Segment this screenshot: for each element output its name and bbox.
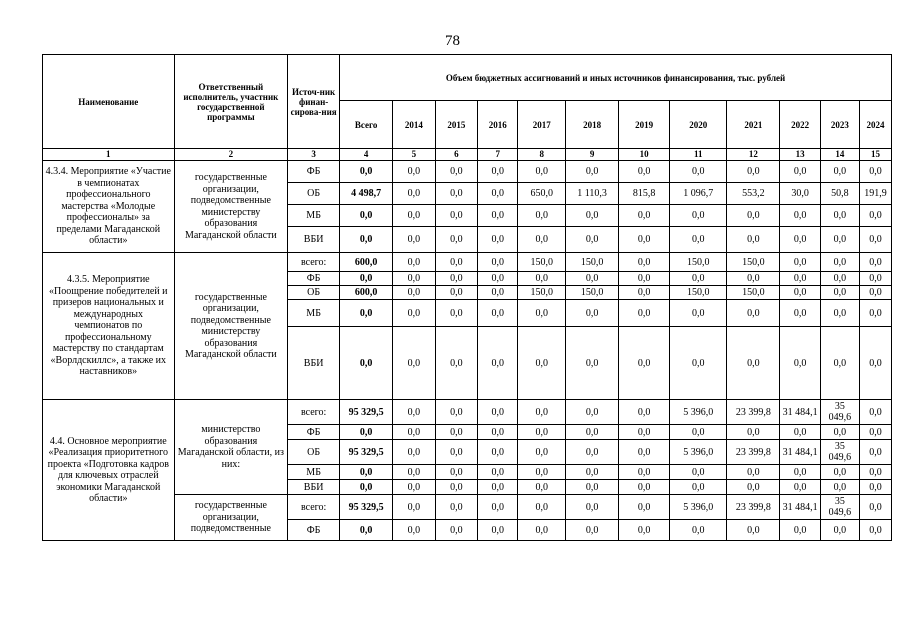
total-cell: 95 329,5 <box>340 440 393 465</box>
value-cell: 0,0 <box>619 327 670 400</box>
value-cell: 0,0 <box>619 440 670 465</box>
value-cell: 0,0 <box>435 520 477 541</box>
table-row <box>43 253 892 272</box>
value-cell: 0,0 <box>566 440 619 465</box>
value-cell: 0,0 <box>859 272 891 286</box>
value-cell: 0,0 <box>435 253 477 272</box>
value-cell: 0,0 <box>619 272 670 286</box>
value-cell: 0,0 <box>518 440 566 465</box>
value-cell: 35 049,6 <box>820 440 859 465</box>
value-cell: 0,0 <box>727 480 780 495</box>
source-cell: МБ <box>288 465 340 480</box>
source-cell: ФБ <box>288 161 340 183</box>
value-cell: 0,0 <box>859 327 891 400</box>
value-cell: 0,0 <box>780 227 820 253</box>
value-cell: 0,0 <box>478 440 518 465</box>
index-cell: 15 <box>859 149 891 161</box>
source-cell: ФБ <box>288 520 340 541</box>
value-cell: 0,0 <box>619 286 670 300</box>
index-row <box>43 149 892 161</box>
value-cell: 0,0 <box>435 183 477 205</box>
value-cell: 0,0 <box>670 300 727 327</box>
value-cell: 0,0 <box>393 400 435 425</box>
value-cell: 0,0 <box>566 400 619 425</box>
value-cell: 31 484,1 <box>780 400 820 425</box>
value-cell: 0,0 <box>478 183 518 205</box>
value-cell: 0,0 <box>393 205 435 227</box>
value-cell: 35 049,6 <box>820 400 859 425</box>
value-cell: 0,0 <box>780 300 820 327</box>
value-cell: 0,0 <box>727 520 780 541</box>
value-cell: 0,0 <box>478 161 518 183</box>
header-year: 2015 <box>435 101 477 149</box>
budget-table <box>42 54 892 541</box>
value-cell: 0,0 <box>859 400 891 425</box>
value-cell: 150,0 <box>727 286 780 300</box>
value-cell: 0,0 <box>566 327 619 400</box>
index-cell: 10 <box>619 149 670 161</box>
header-year: 2017 <box>518 101 566 149</box>
value-cell: 0,0 <box>619 300 670 327</box>
value-cell: 0,0 <box>780 286 820 300</box>
header-year: 2014 <box>393 101 435 149</box>
value-cell: 0,0 <box>619 227 670 253</box>
source-cell: всего: <box>288 253 340 272</box>
value-cell: 0,0 <box>478 300 518 327</box>
header-year: 2018 <box>566 101 619 149</box>
value-cell: 650,0 <box>518 183 566 205</box>
value-cell: 0,0 <box>478 425 518 440</box>
value-cell: 0,0 <box>727 300 780 327</box>
header-year: 2019 <box>619 101 670 149</box>
value-cell: 0,0 <box>435 425 477 440</box>
value-cell: 0,0 <box>518 495 566 520</box>
value-cell: 0,0 <box>393 425 435 440</box>
header-name: Наименование <box>43 55 175 149</box>
value-cell: 0,0 <box>727 327 780 400</box>
value-cell: 0,0 <box>435 327 477 400</box>
value-cell: 1 096,7 <box>670 183 727 205</box>
value-cell: 0,0 <box>393 440 435 465</box>
value-cell: 0,0 <box>820 227 859 253</box>
value-cell: 0,0 <box>478 465 518 480</box>
value-cell: 0,0 <box>820 425 859 440</box>
source-cell: ОБ <box>288 183 340 205</box>
value-cell: 0,0 <box>780 205 820 227</box>
value-cell: 0,0 <box>566 495 619 520</box>
value-cell: 0,0 <box>670 272 727 286</box>
value-cell: 0,0 <box>435 480 477 495</box>
value-cell: 0,0 <box>478 205 518 227</box>
header-year: 2024 <box>859 101 891 149</box>
table-body <box>43 161 892 541</box>
value-cell: 0,0 <box>566 425 619 440</box>
value-cell: 0,0 <box>859 495 891 520</box>
value-cell: 0,0 <box>780 272 820 286</box>
source-cell: ВБИ <box>288 327 340 400</box>
value-cell: 0,0 <box>619 161 670 183</box>
header-year: 2021 <box>727 101 780 149</box>
value-cell: 150,0 <box>518 253 566 272</box>
index-cell: 6 <box>435 149 477 161</box>
value-cell: 0,0 <box>859 440 891 465</box>
value-cell: 0,0 <box>393 183 435 205</box>
value-cell: 0,0 <box>727 465 780 480</box>
value-cell: 0,0 <box>478 253 518 272</box>
total-cell: 95 329,5 <box>340 400 393 425</box>
source-cell: ФБ <box>288 425 340 440</box>
index-cell: 12 <box>727 149 780 161</box>
value-cell: 0,0 <box>393 286 435 300</box>
value-cell: 150,0 <box>670 253 727 272</box>
value-cell: 0,0 <box>859 205 891 227</box>
value-cell: 0,0 <box>727 425 780 440</box>
table-row <box>43 161 892 183</box>
value-cell: 0,0 <box>518 300 566 327</box>
value-cell: 23 399,8 <box>727 495 780 520</box>
value-cell: 191,9 <box>859 183 891 205</box>
total-cell: 0,0 <box>340 227 393 253</box>
total-cell: 0,0 <box>340 327 393 400</box>
value-cell: 0,0 <box>859 161 891 183</box>
value-cell: 35 049,6 <box>820 495 859 520</box>
value-cell: 0,0 <box>619 495 670 520</box>
value-cell: 0,0 <box>393 161 435 183</box>
activity-name: 4.3.4. Мероприятие «Участие в чемпионатах профессионального мастерства «Молодые профессионалы» за пределами Магаданской области» <box>43 161 175 253</box>
value-cell: 0,0 <box>478 495 518 520</box>
value-cell: 0,0 <box>780 465 820 480</box>
value-cell: 5 396,0 <box>670 400 727 425</box>
value-cell: 0,0 <box>518 425 566 440</box>
value-cell: 0,0 <box>566 300 619 327</box>
value-cell: 0,0 <box>859 465 891 480</box>
value-cell: 0,0 <box>518 205 566 227</box>
value-cell: 0,0 <box>780 425 820 440</box>
source-cell: МБ <box>288 300 340 327</box>
value-cell: 0,0 <box>859 253 891 272</box>
value-cell: 23 399,8 <box>727 400 780 425</box>
value-cell: 0,0 <box>566 205 619 227</box>
total-cell: 600,0 <box>340 286 393 300</box>
value-cell: 0,0 <box>820 161 859 183</box>
total-cell: 0,0 <box>340 480 393 495</box>
value-cell: 0,0 <box>670 161 727 183</box>
value-cell: 0,0 <box>820 300 859 327</box>
value-cell: 0,0 <box>859 286 891 300</box>
value-cell: 0,0 <box>518 480 566 495</box>
header-year: 2020 <box>670 101 727 149</box>
value-cell: 0,0 <box>727 227 780 253</box>
value-cell: 31 484,1 <box>780 495 820 520</box>
value-cell: 0,0 <box>859 300 891 327</box>
value-cell: 0,0 <box>670 465 727 480</box>
value-cell: 0,0 <box>820 253 859 272</box>
value-cell: 0,0 <box>670 425 727 440</box>
value-cell: 5 396,0 <box>670 495 727 520</box>
value-cell: 150,0 <box>670 286 727 300</box>
value-cell: 0,0 <box>393 520 435 541</box>
value-cell: 0,0 <box>518 161 566 183</box>
value-cell: 1 110,3 <box>566 183 619 205</box>
total-cell: 0,0 <box>340 520 393 541</box>
header-source: Источ-ник финан-сирова-ния <box>288 55 340 149</box>
value-cell: 0,0 <box>619 480 670 495</box>
value-cell: 0,0 <box>435 161 477 183</box>
total-cell: 0,0 <box>340 465 393 480</box>
total-cell: 600,0 <box>340 253 393 272</box>
index-cell: 3 <box>288 149 340 161</box>
value-cell: 0,0 <box>727 161 780 183</box>
value-cell: 0,0 <box>518 227 566 253</box>
source-cell: всего: <box>288 400 340 425</box>
value-cell: 0,0 <box>435 227 477 253</box>
value-cell: 0,0 <box>478 272 518 286</box>
value-cell: 0,0 <box>393 327 435 400</box>
value-cell: 30,0 <box>780 183 820 205</box>
value-cell: 0,0 <box>670 327 727 400</box>
total-cell: 0,0 <box>340 272 393 286</box>
value-cell: 0,0 <box>859 227 891 253</box>
value-cell: 0,0 <box>566 227 619 253</box>
page-number: 78 <box>445 33 460 49</box>
value-cell: 0,0 <box>393 253 435 272</box>
total-cell: 4 498,7 <box>340 183 393 205</box>
total-cell: 0,0 <box>340 161 393 183</box>
value-cell: 150,0 <box>518 286 566 300</box>
index-cell: 5 <box>393 149 435 161</box>
value-cell: 0,0 <box>820 272 859 286</box>
value-cell: 0,0 <box>393 272 435 286</box>
header-year: 2023 <box>820 101 859 149</box>
value-cell: 0,0 <box>393 300 435 327</box>
source-cell: МБ <box>288 205 340 227</box>
value-cell: 0,0 <box>435 272 477 286</box>
value-cell: 0,0 <box>393 227 435 253</box>
value-cell: 0,0 <box>435 440 477 465</box>
value-cell: 0,0 <box>619 400 670 425</box>
value-cell: 0,0 <box>820 480 859 495</box>
value-cell: 0,0 <box>859 425 891 440</box>
index-cell: 1 <box>43 149 175 161</box>
total-cell: 95 329,5 <box>340 495 393 520</box>
source-cell: ОБ <box>288 286 340 300</box>
value-cell: 0,0 <box>393 495 435 520</box>
value-cell: 0,0 <box>518 465 566 480</box>
value-cell: 31 484,1 <box>780 440 820 465</box>
value-cell: 0,0 <box>820 327 859 400</box>
value-cell: 0,0 <box>780 327 820 400</box>
value-cell: 0,0 <box>820 286 859 300</box>
value-cell: 50,8 <box>820 183 859 205</box>
total-cell: 0,0 <box>340 205 393 227</box>
index-cell: 11 <box>670 149 727 161</box>
header-year: 2016 <box>478 101 518 149</box>
index-cell: 8 <box>518 149 566 161</box>
activity-name: 4.4. Основное мероприятие «Реализация приоритетного проекта «Подготовка кадров для ключевых отраслей экономики Магаданской области» <box>43 400 175 541</box>
value-cell: 0,0 <box>478 286 518 300</box>
value-cell: 23 399,8 <box>727 440 780 465</box>
responsible-executor: государственные организации, подведомственные <box>174 495 288 541</box>
value-cell: 0,0 <box>478 480 518 495</box>
value-cell: 0,0 <box>566 272 619 286</box>
value-cell: 0,0 <box>478 327 518 400</box>
value-cell: 0,0 <box>566 520 619 541</box>
value-cell: 150,0 <box>727 253 780 272</box>
header-responsible: Ответственный исполнитель, участник государственной программы <box>174 55 288 149</box>
value-cell: 0,0 <box>518 400 566 425</box>
index-cell: 14 <box>820 149 859 161</box>
value-cell: 150,0 <box>566 253 619 272</box>
responsible-executor: государственные организации, подведомственные министерству образования Магаданской области <box>174 253 288 400</box>
value-cell: 0,0 <box>670 520 727 541</box>
index-cell: 2 <box>174 149 288 161</box>
value-cell: 0,0 <box>435 300 477 327</box>
header-budget-title: Объем бюджетных ассигнований и иных источников финансирования, тыс. рублей <box>340 55 892 101</box>
value-cell: 0,0 <box>435 495 477 520</box>
total-cell: 0,0 <box>340 425 393 440</box>
header-total: Всего <box>340 101 393 149</box>
value-cell: 5 396,0 <box>670 440 727 465</box>
value-cell: 0,0 <box>820 205 859 227</box>
value-cell: 0,0 <box>435 286 477 300</box>
value-cell: 0,0 <box>859 520 891 541</box>
value-cell: 0,0 <box>859 480 891 495</box>
value-cell: 0,0 <box>820 520 859 541</box>
value-cell: 150,0 <box>566 286 619 300</box>
responsible-executor: министерство образования Магаданской области, из них: <box>174 400 288 495</box>
value-cell: 0,0 <box>393 465 435 480</box>
value-cell: 0,0 <box>435 205 477 227</box>
value-cell: 0,0 <box>566 465 619 480</box>
value-cell: 0,0 <box>820 465 859 480</box>
value-cell: 0,0 <box>619 520 670 541</box>
total-cell: 0,0 <box>340 300 393 327</box>
value-cell: 0,0 <box>619 205 670 227</box>
value-cell: 0,0 <box>780 161 820 183</box>
value-cell: 0,0 <box>619 465 670 480</box>
value-cell: 0,0 <box>566 161 619 183</box>
header-year: 2022 <box>780 101 820 149</box>
value-cell: 815,8 <box>619 183 670 205</box>
source-cell: ВБИ <box>288 480 340 495</box>
activity-name: 4.3.5. Мероприятие «Поощрение победителей и призеров национальных и международных чемпионатов по профессиональному мастерству по стандартам «Ворлдскиллс», а также их наставников» <box>43 253 175 400</box>
value-cell: 0,0 <box>670 480 727 495</box>
value-cell: 0,0 <box>518 327 566 400</box>
index-cell: 9 <box>566 149 619 161</box>
value-cell: 0,0 <box>780 520 820 541</box>
value-cell: 0,0 <box>780 480 820 495</box>
source-cell: ВБИ <box>288 227 340 253</box>
value-cell: 0,0 <box>435 400 477 425</box>
value-cell: 0,0 <box>619 425 670 440</box>
source-cell: ОБ <box>288 440 340 465</box>
value-cell: 0,0 <box>670 227 727 253</box>
value-cell: 0,0 <box>393 480 435 495</box>
value-cell: 0,0 <box>670 205 727 227</box>
index-cell: 13 <box>780 149 820 161</box>
value-cell: 0,0 <box>478 520 518 541</box>
value-cell: 0,0 <box>727 272 780 286</box>
value-cell: 0,0 <box>478 227 518 253</box>
responsible-executor: государственные организации, подведомственные министерству образования Магаданской области <box>174 161 288 253</box>
value-cell: 0,0 <box>478 400 518 425</box>
index-cell: 7 <box>478 149 518 161</box>
value-cell: 0,0 <box>566 480 619 495</box>
source-cell: всего: <box>288 495 340 520</box>
value-cell: 0,0 <box>619 253 670 272</box>
value-cell: 0,0 <box>518 272 566 286</box>
source-cell: ФБ <box>288 272 340 286</box>
value-cell: 0,0 <box>518 520 566 541</box>
value-cell: 553,2 <box>727 183 780 205</box>
value-cell: 0,0 <box>727 205 780 227</box>
value-cell: 0,0 <box>435 465 477 480</box>
table-row <box>43 400 892 425</box>
index-cell: 4 <box>340 149 393 161</box>
value-cell: 0,0 <box>780 253 820 272</box>
